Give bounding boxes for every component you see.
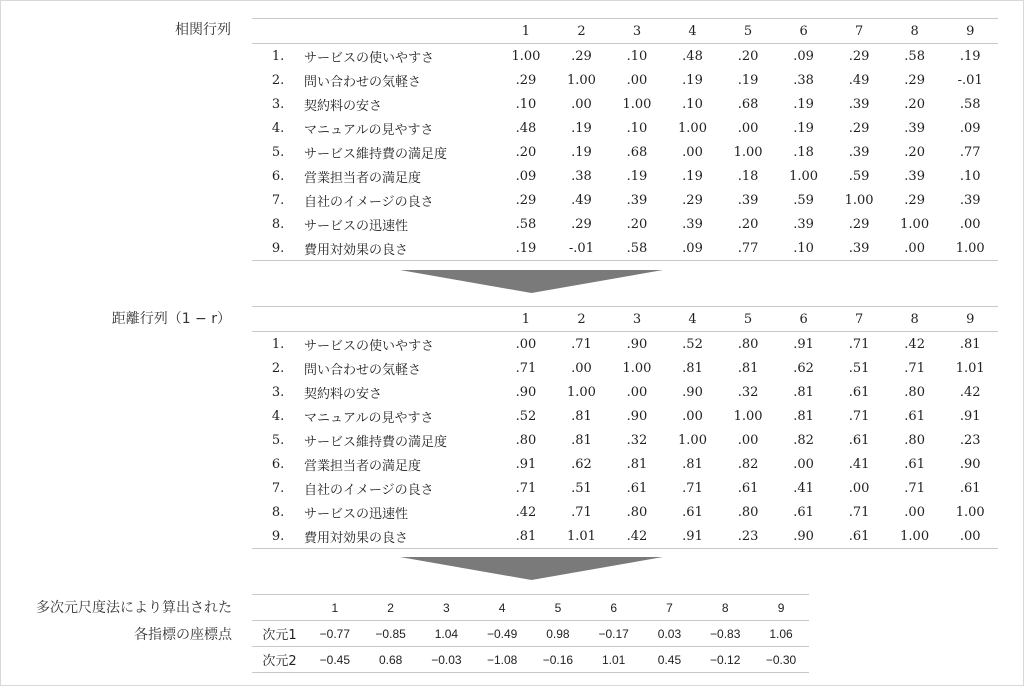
matrix-value: .68 [737, 96, 759, 112]
matrix-value: .29 [515, 72, 537, 88]
matrix-value: .71 [848, 504, 870, 520]
matrix-value: .00 [904, 240, 925, 256]
coordinate-value: 1.01 [602, 652, 626, 667]
matrix-value: .00 [959, 528, 981, 544]
matrix-value: .91 [682, 528, 703, 544]
row-index: 4. [271, 120, 285, 136]
column-header: 3 [632, 311, 642, 327]
matrix-value: .19 [571, 144, 592, 160]
matrix-value: -.01 [568, 240, 594, 256]
matrix-value: .77 [959, 144, 981, 160]
dimension-label: 次元2 [262, 654, 297, 669]
table-row [252, 621, 809, 647]
matrix-value: .41 [793, 480, 814, 496]
coordinates-title-line2: 各指標の座標点 [134, 627, 232, 643]
matrix-value: 1.00 [733, 408, 763, 424]
distance-body [252, 332, 998, 549]
matrix-value: .71 [682, 480, 703, 496]
item-name: 問い合わせの気軽さ [304, 362, 422, 378]
row-index: 3. [271, 96, 285, 112]
coordinate-value: −0.12 [710, 652, 741, 667]
row-index: 8. [271, 216, 285, 232]
correlation-body [252, 44, 998, 261]
matrix-value: .77 [737, 240, 759, 256]
coordinate-value: −0.16 [542, 652, 574, 667]
coordinate-value: 0.03 [657, 626, 682, 641]
item-name: 営業担当者の満足度 [304, 458, 422, 474]
matrix-value: .19 [626, 168, 648, 184]
table-row [252, 404, 998, 428]
matrix-value: .42 [515, 504, 537, 520]
header-blank [304, 307, 498, 332]
column-header: 5 [743, 23, 753, 39]
column-header: 4 [498, 600, 506, 615]
matrix-value: .00 [904, 504, 925, 520]
matrix-value: .48 [682, 48, 703, 64]
matrix-value: .41 [848, 456, 870, 472]
matrix-value: .00 [682, 408, 703, 424]
matrix-value: .90 [515, 384, 537, 400]
matrix-value: .90 [626, 336, 648, 352]
matrix-value: .00 [571, 96, 592, 112]
matrix-value: -.01 [957, 72, 983, 88]
matrix-value: .59 [793, 192, 814, 208]
column-header: 7 [666, 600, 673, 615]
down-arrow-icon [400, 557, 663, 581]
matrix-value: .81 [571, 432, 592, 448]
coordinate-value: −0.49 [486, 626, 518, 641]
matrix-value: .29 [904, 192, 925, 208]
matrix-value: .80 [904, 432, 925, 448]
matrix-value: .39 [737, 192, 759, 208]
matrix-value: .42 [626, 528, 648, 544]
matrix-value: .19 [793, 120, 814, 136]
item-name: サービス維持費の満足度 [304, 146, 448, 162]
matrix-value: .10 [626, 48, 648, 64]
column-header: 9 [966, 23, 975, 39]
header-row [252, 595, 809, 621]
coordinates-body [252, 621, 809, 673]
item-name: サービスの使いやすさ [304, 338, 435, 354]
matrix-value: .58 [959, 96, 981, 112]
matrix-value: 1.00 [955, 504, 985, 520]
matrix-value: .59 [848, 168, 870, 184]
matrix-value: .18 [793, 144, 814, 160]
item-name: 契約料の安さ [304, 386, 383, 402]
matrix-value: .81 [682, 360, 703, 376]
coordinates-title-line1: 多次元尺度法により算出された [36, 600, 232, 616]
item-name: 営業担当者の満足度 [304, 170, 422, 186]
item-name: 問い合わせの気軽さ [304, 74, 422, 90]
coordinate-value: −0.03 [431, 652, 462, 667]
matrix-value: .71 [515, 480, 537, 496]
matrix-value: .61 [848, 432, 870, 448]
column-header: 2 [387, 600, 394, 615]
matrix-value: .71 [904, 360, 925, 376]
matrix-value: .61 [682, 504, 703, 520]
matrix-value: .80 [737, 504, 759, 520]
coordinate-value: −1.08 [486, 652, 518, 667]
matrix-value: .09 [959, 120, 981, 136]
matrix-value: .38 [571, 168, 592, 184]
column-header: 1 [331, 600, 339, 615]
matrix-value: 1.00 [511, 48, 541, 64]
arrow-shape [400, 557, 663, 580]
matrix-value: .00 [571, 360, 592, 376]
matrix-value: .19 [737, 72, 759, 88]
item-name: 契約料の安さ [304, 98, 383, 114]
row-index: 5. [271, 432, 285, 448]
matrix-value: .91 [515, 456, 537, 472]
matrix-value: .10 [626, 120, 648, 136]
table-row [252, 236, 998, 261]
matrix-value: 1.00 [900, 216, 930, 232]
column-header: 1 [521, 23, 531, 39]
column-header: 7 [854, 23, 864, 39]
matrix-value: .00 [848, 480, 870, 496]
table-row [252, 44, 998, 69]
matrix-value: 1.00 [622, 96, 652, 112]
matrix-value: .09 [682, 240, 703, 256]
coordinate-value: 0.98 [546, 626, 570, 641]
matrix-value: .52 [682, 336, 703, 352]
item-name: 自社のイメージの良さ [304, 482, 434, 498]
matrix-value: .61 [737, 480, 759, 496]
coordinate-value: 1.06 [769, 626, 793, 641]
table-row [252, 332, 998, 357]
row-index: 2. [271, 72, 285, 88]
header-blank [252, 307, 304, 332]
matrix-value: .61 [959, 480, 981, 496]
matrix-value: .29 [571, 48, 592, 64]
matrix-value: .29 [571, 216, 592, 232]
matrix-value: .90 [959, 456, 981, 472]
row-index: 9. [271, 240, 285, 256]
matrix-value: .90 [626, 408, 648, 424]
matrix-value: .68 [626, 144, 648, 160]
coordinate-value: 0.68 [378, 652, 403, 667]
matrix-value: .19 [571, 120, 592, 136]
matrix-value: .39 [848, 144, 870, 160]
column-header: 4 [688, 311, 697, 327]
table-row [252, 116, 998, 140]
row-index: 1. [271, 48, 285, 64]
column-header: 6 [799, 23, 808, 39]
coordinate-value: −0.83 [710, 626, 741, 641]
matrix-value: .20 [904, 144, 925, 160]
matrix-value: .90 [682, 384, 703, 400]
matrix-value: .19 [793, 96, 814, 112]
matrix-value: .82 [737, 456, 759, 472]
column-header: 3 [632, 23, 642, 39]
column-header: 6 [799, 311, 808, 327]
column-header: 5 [554, 600, 562, 615]
table-row [252, 452, 998, 476]
matrix-value: .91 [959, 408, 981, 424]
coordinate-value: −0.85 [375, 626, 406, 641]
matrix-value: .38 [793, 72, 814, 88]
column-header: 9 [966, 311, 975, 327]
matrix-value: .62 [571, 456, 592, 472]
table-row [252, 92, 998, 116]
column-header: 3 [443, 600, 450, 615]
matrix-value: 1.00 [733, 144, 763, 160]
matrix-value: .29 [848, 48, 870, 64]
matrix-value: .61 [904, 408, 925, 424]
matrix-value: 1.00 [955, 240, 985, 256]
matrix-value: .42 [959, 384, 981, 400]
column-header: 9 [777, 600, 785, 615]
matrix-value: .71 [848, 336, 870, 352]
matrix-value: .51 [571, 480, 592, 496]
matrix-value: .19 [959, 48, 981, 64]
matrix-value: .49 [571, 192, 592, 208]
matrix-value: .82 [793, 432, 814, 448]
matrix-value: .20 [904, 96, 925, 112]
row-index: 8. [271, 504, 285, 520]
matrix-value: .81 [793, 408, 814, 424]
matrix-value: .81 [793, 384, 814, 400]
matrix-value: .81 [737, 360, 759, 376]
column-header: 4 [688, 23, 697, 39]
matrix-value: .61 [793, 504, 814, 520]
matrix-value: .71 [571, 336, 592, 352]
matrix-value: .20 [737, 48, 759, 64]
matrix-value: .39 [848, 240, 870, 256]
correlation-title: 相関行列 [175, 22, 231, 38]
matrix-value: .10 [515, 96, 537, 112]
row-index: 6. [271, 456, 285, 472]
table-row [252, 164, 998, 188]
column-header: 6 [610, 600, 618, 615]
matrix-value: .32 [626, 432, 648, 448]
matrix-value: .80 [737, 336, 759, 352]
row-index: 2. [271, 360, 285, 376]
matrix-value: .29 [682, 192, 703, 208]
matrix-value: .20 [737, 216, 759, 232]
distance-matrix-table [252, 306, 998, 549]
matrix-value: .62 [793, 360, 814, 376]
matrix-value: 1.00 [678, 120, 707, 136]
matrix-value: 1.00 [566, 384, 596, 400]
matrix-value: .52 [515, 408, 537, 424]
matrix-value: .81 [571, 408, 592, 424]
table-row [252, 524, 998, 549]
item-name: 費用対効果の良さ [304, 530, 409, 546]
item-name: マニュアルの見やすさ [304, 122, 434, 138]
column-header: 8 [721, 600, 729, 615]
row-index: 4. [271, 408, 285, 424]
matrix-value: 1.01 [566, 528, 596, 544]
matrix-value: .32 [737, 384, 759, 400]
matrix-value: .51 [848, 360, 870, 376]
matrix-value: .80 [626, 504, 648, 520]
matrix-value: .42 [904, 336, 925, 352]
table-row [252, 356, 998, 380]
header-row [252, 19, 998, 44]
matrix-value: .10 [959, 168, 981, 184]
matrix-value: .49 [848, 72, 870, 88]
matrix-value: .10 [793, 240, 814, 256]
item-name: サービスの迅速性 [304, 218, 409, 234]
table-row [252, 188, 998, 212]
table-row [252, 380, 998, 404]
matrix-value: .00 [793, 456, 814, 472]
matrix-value: .90 [793, 528, 814, 544]
matrix-value: .61 [904, 456, 925, 472]
column-header: 8 [910, 23, 919, 39]
matrix-value: 1.00 [844, 192, 874, 208]
matrix-value: .80 [515, 432, 537, 448]
matrix-value: .19 [515, 240, 537, 256]
correlation-matrix-table [252, 18, 998, 261]
matrix-value: .39 [626, 192, 648, 208]
matrix-value: 1.00 [622, 360, 652, 376]
matrix-value: .81 [959, 336, 981, 352]
coordinate-value: −0.17 [598, 626, 629, 641]
table-row [252, 68, 998, 92]
header-blank [252, 19, 304, 44]
matrix-value: .39 [793, 216, 814, 232]
down-arrow-icon [400, 270, 663, 294]
matrix-value: .39 [848, 96, 870, 112]
matrix-value: .23 [959, 432, 981, 448]
matrix-value: .71 [904, 480, 925, 496]
matrix-value: 1.00 [566, 72, 596, 88]
coordinate-value: 1.04 [434, 626, 459, 641]
table-row [252, 428, 998, 452]
row-index: 7. [271, 480, 285, 496]
matrix-value: .09 [793, 48, 814, 64]
matrix-value: .61 [626, 480, 648, 496]
column-header: 5 [743, 311, 753, 327]
matrix-value: .00 [682, 144, 703, 160]
matrix-value: .81 [682, 456, 703, 472]
matrix-value: .20 [626, 216, 648, 232]
table-row [252, 476, 998, 500]
matrix-value: .81 [626, 456, 648, 472]
matrix-value: 1.01 [955, 360, 985, 376]
header-row [252, 307, 998, 332]
row-index: 3. [271, 384, 285, 400]
column-header: 7 [854, 311, 864, 327]
matrix-value: .29 [848, 216, 870, 232]
matrix-value: 1.00 [900, 528, 930, 544]
matrix-value: .39 [682, 216, 703, 232]
matrix-value: .58 [904, 48, 925, 64]
matrix-value: .58 [515, 216, 537, 232]
dimension-label: 次元1 [262, 628, 297, 643]
header-blank [304, 19, 498, 44]
matrix-value: .39 [959, 192, 981, 208]
matrix-value: .19 [682, 168, 703, 184]
arrow-shape [400, 270, 663, 293]
column-header: 2 [577, 23, 586, 39]
matrix-value: .19 [682, 72, 703, 88]
matrix-value: .91 [793, 336, 814, 352]
row-index: 5. [271, 144, 285, 160]
matrix-value: .29 [848, 120, 870, 136]
matrix-value: .71 [848, 408, 870, 424]
matrix-value: .18 [737, 168, 759, 184]
matrix-value: .00 [737, 432, 759, 448]
matrix-value: .71 [571, 504, 592, 520]
matrix-value: .81 [515, 528, 537, 544]
column-header: 1 [521, 311, 531, 327]
distance-title: 距離行列（1 − r） [111, 311, 231, 327]
coordinates-table [252, 594, 809, 673]
row-index: 7. [271, 192, 285, 208]
matrix-value: .09 [515, 168, 537, 184]
matrix-value: .00 [515, 336, 537, 352]
item-name: マニュアルの見やすさ [304, 410, 434, 426]
table-row [252, 500, 998, 524]
matrix-value: .29 [515, 192, 537, 208]
header-blank [252, 595, 307, 621]
row-index: 9. [271, 528, 285, 544]
matrix-value: .00 [737, 120, 759, 136]
item-name: サービス維持費の満足度 [304, 434, 448, 450]
table-row [252, 140, 998, 164]
matrix-value: .39 [904, 120, 925, 136]
column-header: 8 [910, 311, 919, 327]
row-index: 1. [271, 336, 285, 352]
table-row [252, 212, 998, 236]
column-header: 2 [577, 311, 586, 327]
matrix-value: .23 [737, 528, 759, 544]
coordinate-value: 0.45 [657, 652, 682, 667]
row-index: 6. [271, 168, 285, 184]
matrix-value: .39 [904, 168, 925, 184]
matrix-value: .61 [848, 528, 870, 544]
matrix-value: .00 [959, 216, 981, 232]
matrix-value: .48 [515, 120, 537, 136]
matrix-value: .58 [626, 240, 648, 256]
item-name: サービスの迅速性 [304, 506, 409, 522]
matrix-value: .10 [682, 96, 703, 112]
item-name: 費用対効果の良さ [304, 242, 409, 258]
matrix-value: .00 [626, 72, 648, 88]
coordinate-value: −0.45 [319, 652, 351, 667]
item-name: サービスの使いやすさ [304, 50, 435, 66]
matrix-value: .61 [848, 384, 870, 400]
coordinate-value: −0.30 [765, 652, 797, 667]
table-row [252, 647, 809, 673]
matrix-value: .71 [515, 360, 537, 376]
item-name: 自社のイメージの良さ [304, 194, 434, 210]
matrix-value: .29 [904, 72, 925, 88]
matrix-value: .00 [626, 384, 648, 400]
matrix-value: .20 [515, 144, 537, 160]
matrix-value: .80 [904, 384, 925, 400]
matrix-value: 1.00 [789, 168, 819, 184]
matrix-value: 1.00 [678, 432, 707, 448]
coordinate-value: −0.77 [319, 626, 351, 641]
